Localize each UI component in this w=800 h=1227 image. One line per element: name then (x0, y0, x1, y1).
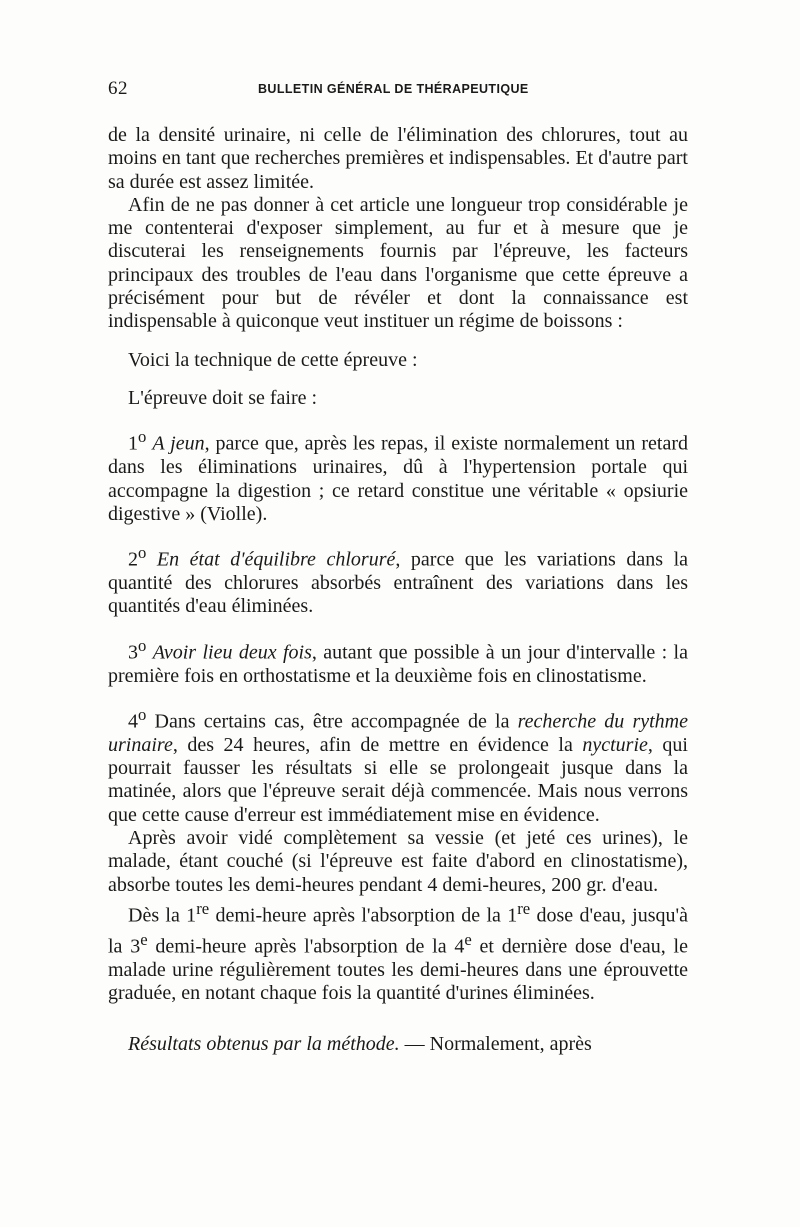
paragraph-results (108, 1033, 688, 1056)
page-number: 62 (108, 78, 128, 99)
item-emphasis: nycturie (582, 733, 648, 756)
item-number: 4 (128, 710, 138, 733)
item-ordinal: o (138, 704, 147, 724)
item-text: , qui pourrait fausser les résultats si elle se prolongeait jusque dans la matinée, alors que l'épreuve serait déjà commencée. Mais nous verrons que cette cause d'erreur est immédiatement mise en évidence. (108, 733, 688, 826)
paragraph-procedure: Après avoir vidé complètement sa vessie (et jeté ces urines), le malade, étant couché (si l'épreuve est faite d'abord en clinostatisme), absorbe toutes les demi-heures pendant 4 demi-heures, 200 gr. d'eau. (108, 827, 688, 896)
text-run: dose d'eau, jusqu'à la 3 (108, 904, 688, 958)
running-title: BULLETIN GÉNÉRAL DE THÉRAPEUTIQUE (258, 82, 529, 96)
section-heading: Résultats obtenus par la méthode. (128, 1033, 400, 1056)
paragraph-continuation: de la densité urinaire, ni celle de l'élimination des chlorures, tout au moins en tant que recherches premières et indispensables. Et d'autre part sa durée est assez limitée. (108, 124, 688, 193)
item-heading: Avoir lieu deux fois (152, 641, 312, 664)
page-header (108, 78, 688, 104)
body-text (108, 124, 688, 1057)
item-ordinal: o (138, 427, 147, 447)
paragraph-technique: Voici la technique de cette épreuve : (128, 348, 418, 371)
item-ordinal: o (138, 543, 147, 563)
text-run: demi-heure après l'absorption de la 1 (209, 904, 518, 927)
text-run: demi-heure après l'absorption de la 4 (147, 935, 465, 958)
section-text: — Normalement, après (399, 1033, 592, 1056)
item-text: Dans certains cas, être accompagnée de la (154, 710, 518, 733)
item-number: 2 (128, 548, 138, 571)
item-emphasis: recherche du rythme urinaire (108, 710, 688, 756)
ordinal: e (140, 929, 148, 949)
item-text: , parce que, après les repas, il existe normalement un retard dans les éliminations urinaires, dû à l'hypertension portale qui accompagne la digestion ; ce retard constitue une véritable « opsiurie digestive » (Violle). (108, 432, 688, 525)
item-number: 1 (128, 432, 138, 455)
paragraph-conditions: L'épreuve doit se faire : (128, 386, 318, 409)
item-ordinal: o (138, 635, 147, 655)
list-item-2 (108, 541, 688, 619)
text-run: et dernière dose d'eau, le malade urine régulièrement toutes les demi-heures dans une éprouvette graduée, en notant chaque fois la quantité d'urines éliminées. (108, 935, 688, 1005)
list-item-1 (108, 425, 688, 526)
list-item-3 (108, 634, 688, 688)
list-item-4 (108, 703, 688, 827)
ordinal: re (517, 898, 531, 918)
item-heading: A jeun (152, 432, 205, 455)
ordinal: re (196, 898, 210, 918)
text-run: Dès la 1 (128, 904, 197, 927)
item-text: , autant que possible à un jour d'intervalle : la première fois en orthostatisme et la deuxième fois en clinostatisme. (108, 641, 688, 687)
ordinal: e (464, 929, 472, 949)
item-text: , des 24 heures, afin de mettre en évidence la (172, 733, 583, 756)
paragraph-intro: Afin de ne pas donner à cet article une longueur trop considérable je me contenterai d'exposer simplement, au fur et à mesure que je discuterai les renseignements fournis par l'épreuve, les facteurs principaux des troubles de l'eau dans l'organisme que cette épreuve a précisément pour but de révéler et dont la connaissance est indispensable à quiconque veut instituer un régime de boissons : (108, 193, 688, 333)
item-text: , parce que les variations dans la quantité des chlorures absorbés entraînent des variations dans les quantités d'eau éliminées. (108, 548, 689, 618)
item-number: 3 (128, 641, 138, 664)
item-heading: En état d'équilibre chloruré (156, 548, 396, 571)
paragraph-collection (108, 897, 688, 1006)
